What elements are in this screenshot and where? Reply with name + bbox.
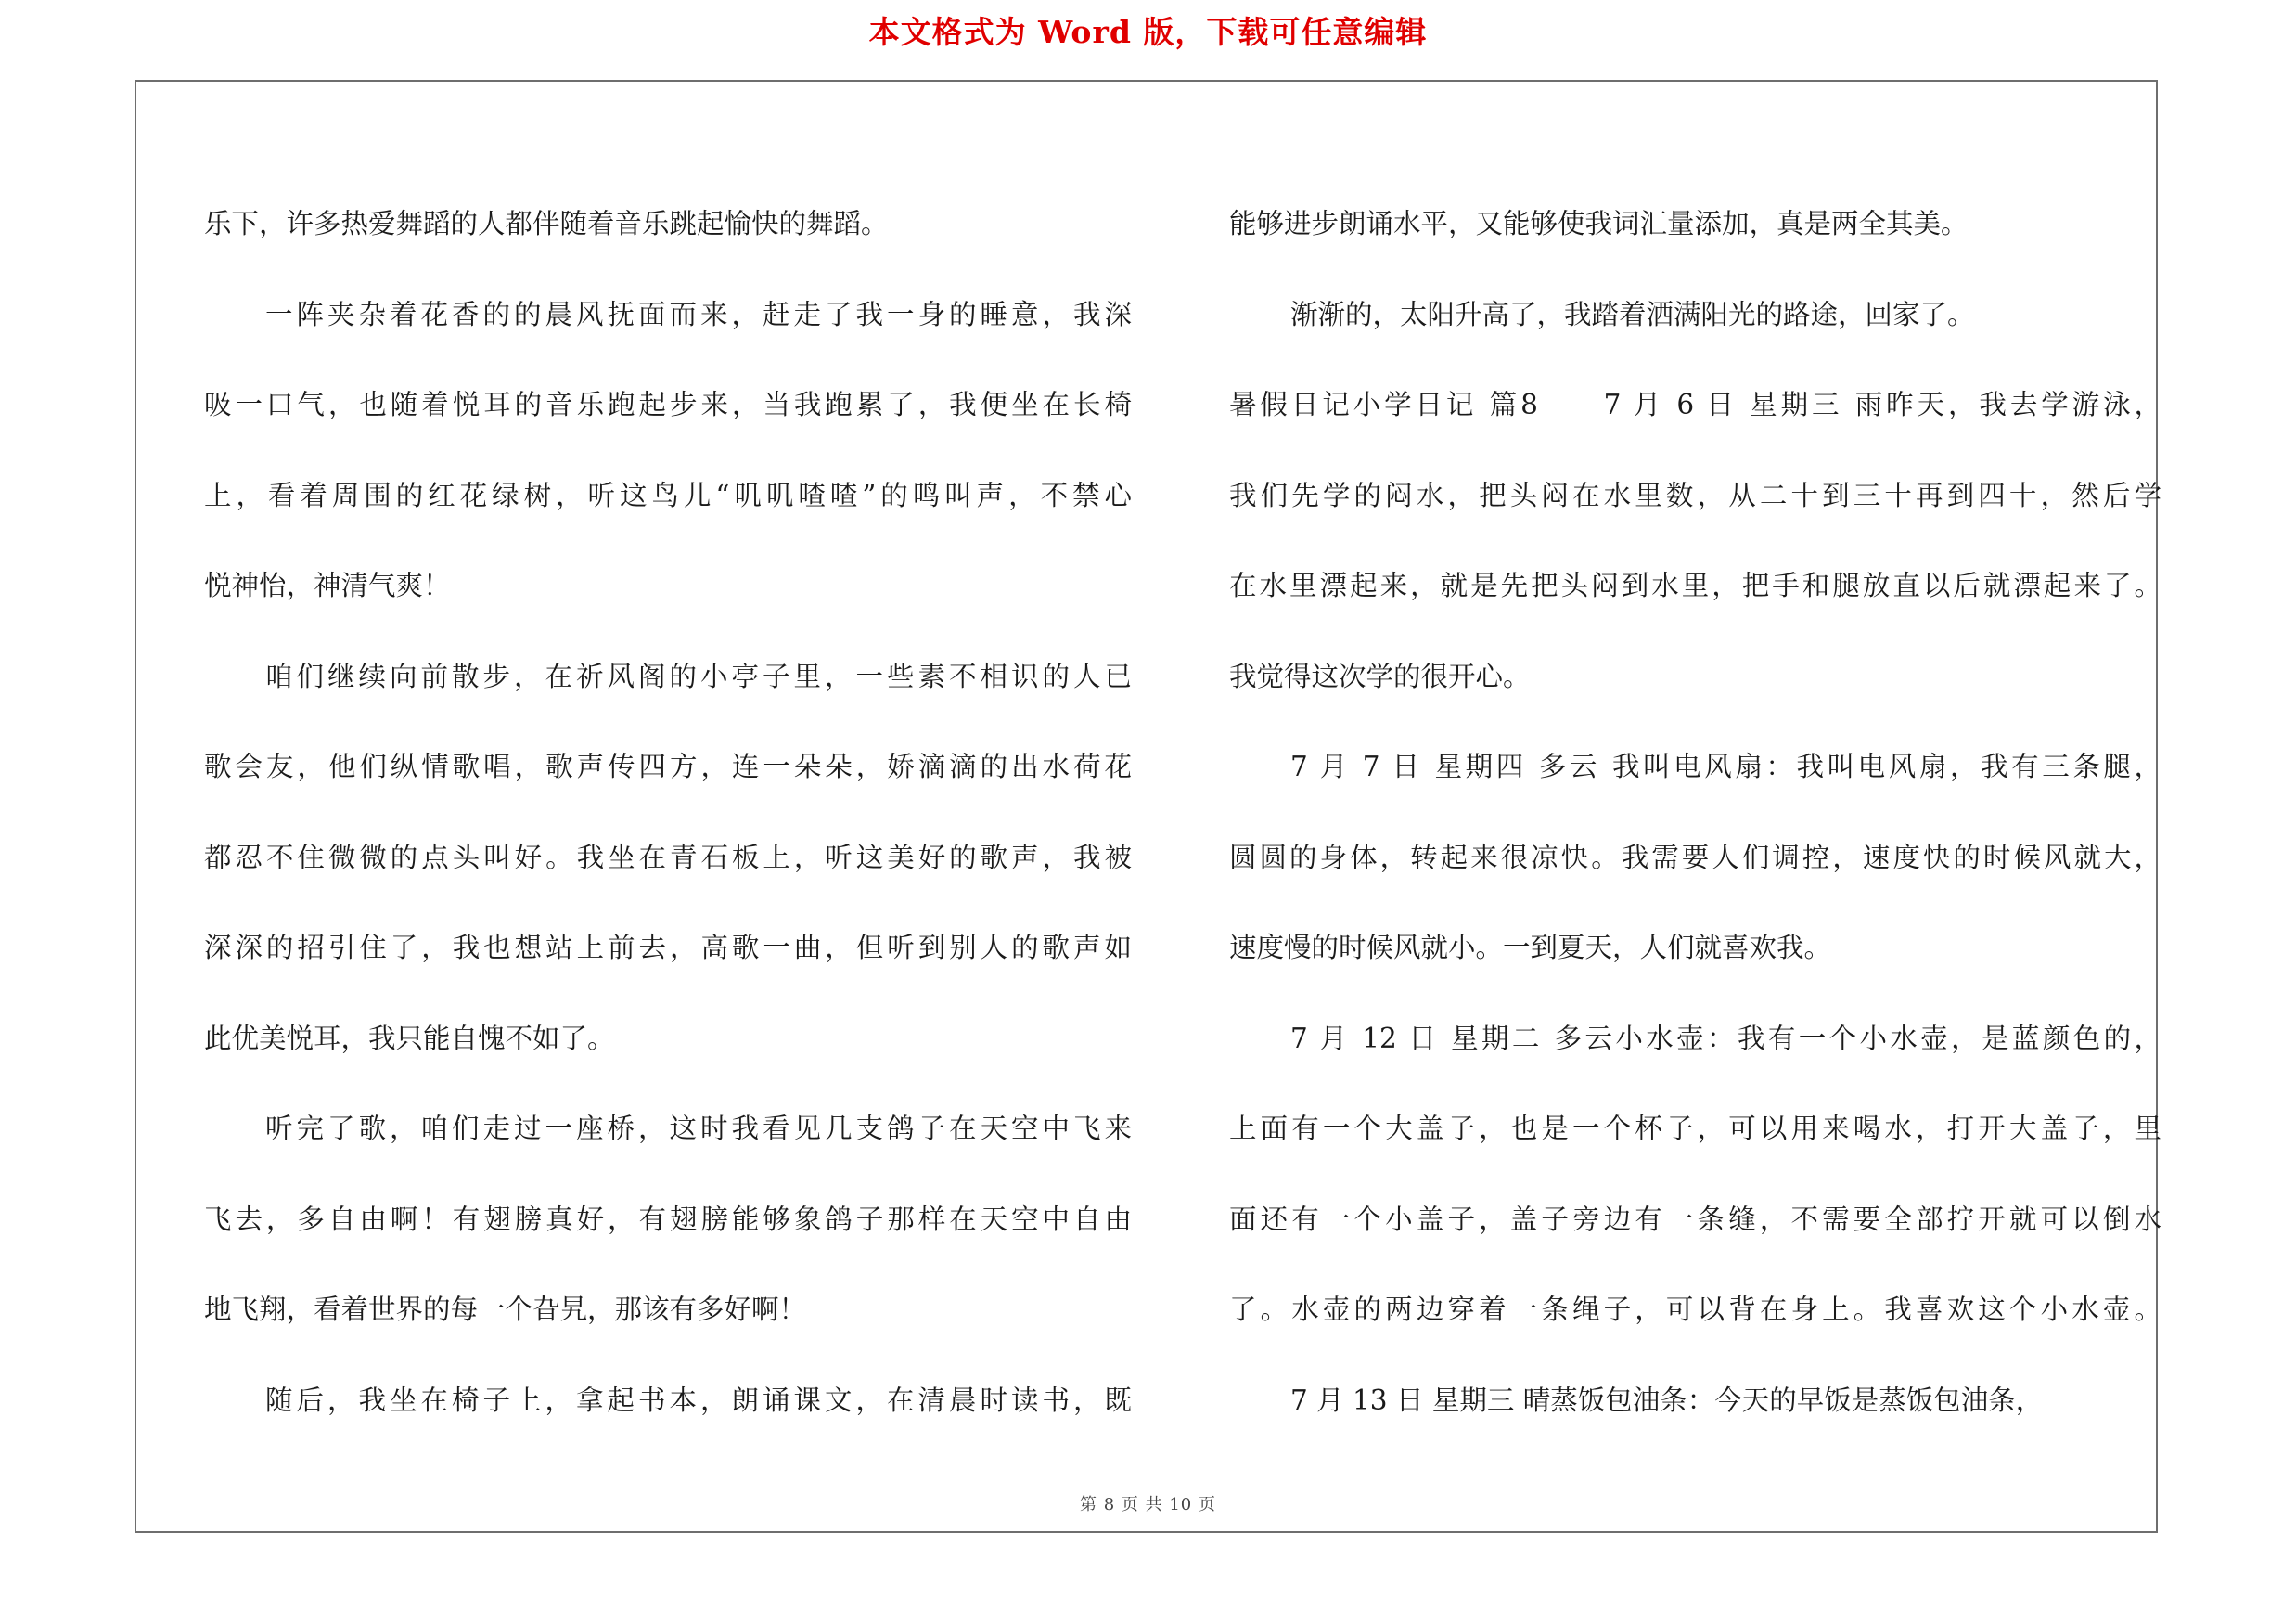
text-line: 暑假日记小学日记 篇8 7 月 6 日 星期三 雨昨天，我去学游泳，	[1229, 389, 2161, 420]
text-line: 上，看着周围的红花绿树，听这鸟儿“叽叽喳喳”的鸣叫声，不禁心	[204, 479, 1132, 511]
text-line: 吸一口气，也随着悦耳的音乐跑起步来，当我跑累了，我便坐在长椅	[204, 389, 1132, 420]
text-line: 随后，我坐在椅子上，拿起书本，朗诵课文，在清晨时读书，既	[265, 1384, 1132, 1416]
text-line: 听完了歌，咱们走过一座桥，这时我看见几支鸽子在天空中飞来	[265, 1113, 1132, 1144]
text-line: 都忍不住微微的点头叫好。我坐在青石板上，听这美好的歌声，我被	[204, 841, 1132, 873]
text-line: 7 月 7 日 星期四 多云 我叫电风扇：我叫电风扇，我有三条腿，	[1290, 751, 2161, 782]
text-line: 悦神怡，神清气爽！	[204, 570, 451, 601]
text-line: 7 月 12 日 星期二 多云小水壶：我有一个小水壶，是蓝颜色的，	[1290, 1022, 2161, 1054]
text-line: 地飞翔，看着世界的每一个旮旯，那该有多好啊！	[204, 1294, 807, 1325]
text-line: 速度慢的时候风就小。一到夏天，人们就喜欢我。	[1229, 932, 1832, 963]
text-line: 面还有一个小盖子，盖子旁边有一条缝，不需要全部拧开就可以倒水	[1229, 1203, 2161, 1235]
text-line: 在水里漂起来，就是先把头闷到水里，把手和腿放直以后就漂起来了。	[1229, 570, 2161, 601]
text-line: 此优美悦耳，我只能自愧不如了。	[204, 1022, 615, 1054]
text-line: 能够进步朗诵水平，又能够使我词汇量添加，真是两全其美。	[1229, 208, 1969, 239]
page-number-footer: 第 8 页 共 10 页	[1080, 1495, 1216, 1514]
text-line: 乐下，许多热爱舞蹈的人都伴随着音乐跳起愉快的舞蹈。	[204, 208, 889, 239]
text-line: 深深的招引住了，我也想站上前去，高歌一曲，但听到别人的歌声如	[204, 932, 1132, 963]
text-line: 歌会友，他们纵情歌唱，歌声传四方，连一朵朵，娇滴滴的出水荷花	[204, 751, 1132, 782]
left-text-column	[204, 179, 1132, 1446]
text-line: 我觉得这次学的很开心。	[1229, 660, 1531, 692]
text-line: 渐渐的，太阳升高了，我踏着洒满阳光的路途，回家了。	[1290, 298, 1975, 330]
text-line: 上面有一个大盖子，也是一个杯子，可以用来喝水，打开大盖子，里	[1229, 1113, 2161, 1144]
header-banner: 本文格式为 Word 版，下载可任意编辑	[868, 14, 1428, 50]
text-line: 一阵夹杂着花香的的晨风抚面而来，赶走了我一身的睡意，我深	[265, 298, 1132, 330]
text-line: 飞去，多自由啊！有翅膀真好，有翅膀能够象鸽子那样在天空中自由	[204, 1203, 1132, 1235]
right-text-column	[1229, 179, 2161, 1446]
text-line: 咱们继续向前散步，在祈风阁的小亭子里，一些素不相识的人已	[265, 660, 1132, 692]
text-line: 圆圆的身体，转起来很凉快。我需要人们调控，速度快的时候风就大，	[1229, 841, 2161, 873]
text-line: 我们先学的闷水，把头闷在水里数，从二十到三十再到四十，然后学	[1229, 479, 2161, 511]
text-line: 了。水壶的两边穿着一条绳子，可以背在身上。我喜欢这个小水壶。	[1229, 1294, 2161, 1325]
text-line: 7 月 13 日 星期三 晴蒸饭包油条：今天的早饭是蒸饭包油条，	[1290, 1384, 2044, 1416]
